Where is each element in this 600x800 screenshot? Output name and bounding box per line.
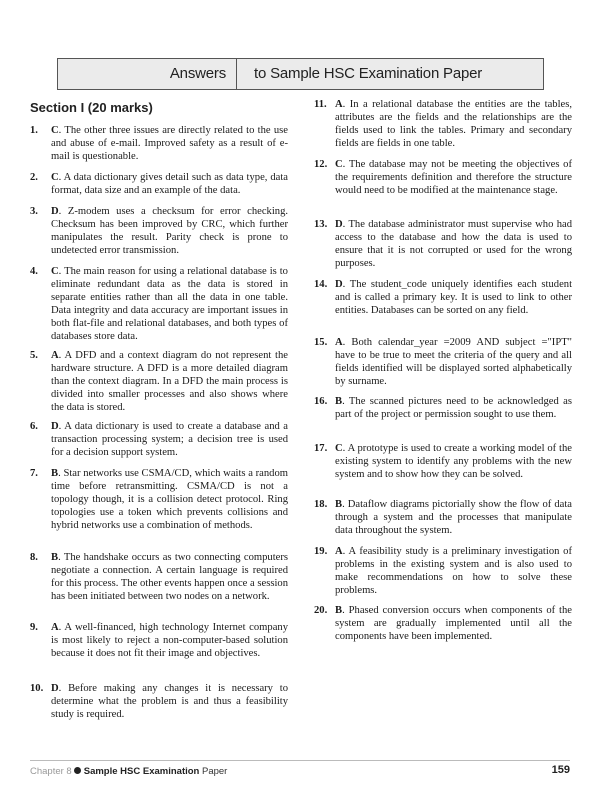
- answer-explanation: In a relational database the entities are the tables, attributes are the fields and the relationships are the fields used to link the tables. Primary and secondary fields are fields in one table.: [335, 99, 572, 150]
- question-number: 12.: [314, 159, 328, 170]
- question-number: 9.: [30, 622, 38, 633]
- answer-letter: A: [51, 350, 59, 361]
- answer-explanation: The main reason for using a relational database is to eliminate redundant data as the data is stored in separate entities rather than all the data in one table. Data integrity and data accuracy are important issues in both flat-file and relational databases, and both types of databases store data.: [51, 266, 288, 343]
- question-number: 2.: [30, 172, 38, 183]
- answer-letter: C: [335, 443, 343, 454]
- answer-explanation: The scanned pictures need to be acknowledged as part of the project or permission sought to use them.: [335, 396, 572, 421]
- question-item: 7. B. Star networks use CSMA/CD, which waits a random time before retransmitting. CSMA/CD is not a topology though, it is a collision detect protocol. Ring topologies use a token which prevents collisions and hybrid networks use a combination of methods.: [30, 468, 289, 532]
- answer-explanation: Star networks use CSMA/CD, which waits a random time before retransmitting. CSMA/CD is not a topology though, it is a collision detect protocol. Ring topologies use a token which prevents collisions and hybrid networks use a combination of methods.: [51, 468, 289, 532]
- question-number: 8.: [30, 552, 38, 563]
- question-number: 10.: [30, 683, 44, 694]
- footer-divider: [30, 760, 570, 761]
- question-number: 4.: [30, 266, 38, 277]
- answer-letter: A: [51, 622, 59, 633]
- question-item: 4. C. The main reason for using a relational database is to eliminate redundant data as the data is stored in separate entities rather than all the data in one table. Data integrity and data accuracy are important issues in both flat-file and relational databases, and both types of databases store data.: [30, 266, 288, 343]
- answer-letter: D: [335, 279, 343, 290]
- answer-explanation: Phased conversion occurs when components of the system are gradually implemented until all the components have been implemented.: [335, 605, 572, 643]
- answer-explanation: The database administrator must supervise who had access to the database and how the data is used to ensure that it is not corrupted or used for the wrong purposes.: [335, 219, 573, 270]
- question-item: 19. A. A feasibility study is a preliminary investigation of problems in the existing system and is also used to make recommendations on how to solve these problems.: [314, 546, 573, 597]
- question-item: 9. A. A well-financed, high technology Internet company is most likely to reject a non-computer-based solution because it does not fit their image and objectives.: [30, 622, 288, 660]
- answers-header: [57, 58, 544, 90]
- question-item: 1. C. The other three issues are directly related to the use and abuse of e-mail. Improved safety as a result of e-mail is questionable.: [30, 125, 288, 163]
- answer-explanation: A DFD and a context diagram do not represent the hardware structure. A DFD is a more detailed diagram than the context diagram. In a DFD the main process is divided into smaller processes and also shows where the data is stored.: [51, 350, 288, 414]
- question-number: 6.: [30, 421, 38, 432]
- question-number: 3.: [30, 206, 38, 217]
- answer-letter: D: [51, 683, 59, 694]
- question-number: 11.: [314, 99, 327, 110]
- answer-letter: B: [51, 468, 59, 479]
- header-divider: [236, 59, 237, 89]
- footer-running-title: [30, 766, 227, 777]
- question-item: 18. B. Dataflow diagrams pictorially show the flow of data through a system and the processes that manipulate data throughout the system.: [314, 499, 572, 537]
- question-number: 7.: [30, 468, 38, 479]
- answer-explanation: A well-financed, high technology Internet company is most likely to reject a non-computer-based solution because it does not fit their image and objectives.: [51, 622, 288, 660]
- question-item: 3. D. Z-modem uses a checksum for error checking. Checksum has been improved by CRC, which further manipulates the result. Parity check is prone to undetected error transmission.: [30, 206, 289, 257]
- answer-letter: B: [335, 605, 343, 616]
- answer-letter: D: [335, 219, 343, 230]
- answer-letter: C: [335, 159, 343, 170]
- question-item: 8. B. The handshake occurs as two connecting computers negotiate a connection. A certain language is required for this process. The other events happen once a session has been initiated between two nodes on a network.: [30, 552, 289, 603]
- question-number: 1.: [30, 125, 38, 136]
- question-item: 10. D. Before making any changes it is necessary to determine what the problem is and thus a feasibility study is required.: [30, 683, 288, 721]
- question-number: 17.: [314, 443, 328, 454]
- footer-title-bold: Sample HSC Examination: [83, 766, 200, 777]
- answer-explanation: A data dictionary gives detail such as data type, data format, data size and an example of the data.: [51, 172, 288, 197]
- question-item: 13. D. The database administrator must supervise who had access to the database and how the data is used to ensure that it is not corrupted or used for the wrong purposes.: [314, 219, 573, 270]
- answer-letter: A: [335, 99, 343, 110]
- footer-title-rest: Paper: [202, 766, 228, 777]
- question-item: 11. A. In a relational database the entities are the tables, attributes are the fields and the relationships are the fields used to link the tables. Primary and secondary fields are fields in one table.: [314, 99, 572, 150]
- answer-letter: A: [335, 337, 343, 348]
- page-number: 159: [551, 764, 570, 776]
- answer-explanation: Dataflow diagrams pictorially show the flow of data through a system and the processes that manipulate data throughout the system.: [335, 499, 572, 537]
- answer-explanation: A feasibility study is a preliminary investigation of problems in the existing system and is also used to make recommendations on how to solve these problems.: [335, 546, 573, 597]
- footer-chapter: Chapter 8: [30, 766, 72, 777]
- question-item: 6. D. A data dictionary is used to create a database and a transaction processing system; a decision tree is used for a decision support system.: [30, 421, 288, 459]
- question-item: 5. A. A DFD and a context diagram do not represent the hardware structure. A DFD is a more detailed diagram than the context diagram. In a DFD the main process is divided into smaller processes and also shows where the data is stored.: [30, 350, 288, 414]
- question-item: 12. C. The database may not be meeting the objectives of the requirements definition and therefore the structure would need to be modified at the maintenance stage.: [314, 159, 572, 197]
- question-number: 20.: [314, 605, 328, 616]
- answer-explanation: The student_code uniquely identifies each student and is called a primary key. It is used to link to other entities. Databases can be sorted on any field.: [335, 279, 573, 317]
- answers-label: Answers: [169, 65, 226, 82]
- answer-letter: D: [51, 421, 59, 432]
- answer-letter: B: [335, 499, 343, 510]
- question-number: 18.: [314, 499, 328, 510]
- answer-letter: C: [51, 125, 59, 136]
- answers-label-cell: [58, 59, 236, 89]
- answer-letter: C: [51, 172, 59, 183]
- answer-explanation: The database may not be meeting the objectives of the requirements definition and therefore the structure would need to be modified at the maintenance stage.: [335, 159, 572, 197]
- question-number: 15.: [314, 337, 328, 348]
- question-number: 13.: [314, 219, 328, 230]
- question-number: 14.: [314, 279, 328, 290]
- question-item: 14. D. The student_code uniquely identifies each student and is called a primary key. It is used to link to other entities. Databases can be sorted on any field.: [314, 279, 573, 317]
- answer-letter: C: [51, 266, 59, 277]
- question-item: 2. C. A data dictionary gives detail such as data type, data format, data size and an example of the data.: [30, 172, 288, 197]
- page-title: to Sample HSC Examination Paper: [254, 65, 483, 82]
- question-item: 20. B. Phased conversion occurs when components of the system are gradually implemented until all the components have been implemented.: [314, 605, 572, 643]
- question-number: 16.: [314, 396, 328, 407]
- answer-explanation: The other three issues are directly related to the use and abuse of e-mail. Improved safety as a result of e-mail is questionable.: [51, 125, 288, 163]
- answer-explanation: The handshake occurs as two connecting computers negotiate a connection. A certain language is required for this process. The other events happen once a session has been initiated between two nodes on a network.: [51, 552, 289, 603]
- answer-letter: D: [51, 206, 59, 217]
- answer-letter: B: [51, 552, 59, 563]
- answer-explanation: A prototype is used to create a working model of the existing system to identify any problems with the new system and to show how they can be solved.: [335, 443, 572, 481]
- question-number: 5.: [30, 350, 38, 361]
- answer-letter: A: [335, 546, 343, 557]
- question-number: 19.: [314, 546, 328, 557]
- answer-explanation: Both calendar_year =2009 AND subject ="IPT" have to be true to meet the criteria of the query and all fields identified will be displayed sorted alphabetically by surname.: [335, 337, 573, 388]
- bullet-icon: [74, 767, 81, 774]
- answer-explanation: A data dictionary is used to create a database and a transaction processing system; a decision tree is used for a decision support system.: [51, 421, 288, 459]
- answer-letter: B: [335, 396, 343, 407]
- answer-explanation: Before making any changes it is necessary to determine what the problem is and thus a feasibility study is required.: [51, 683, 288, 721]
- answer-explanation: Z-modem uses a checksum for error checking. Checksum has been improved by CRC, which further manipulates the result. Parity check is prone to undetected error transmission.: [51, 206, 289, 257]
- question-item: 15. A. Both calendar_year =2009 AND subject ="IPT" have to be true to meet the criteria of the query and all fields identified will be displayed sorted alphabetically by surname.: [314, 337, 573, 388]
- section-title: Section I (20 marks): [30, 100, 153, 115]
- question-item: 17. C. A prototype is used to create a working model of the existing system to identify any problems with the new system and to show how they can be solved.: [314, 443, 572, 481]
- question-item: 16. B. The scanned pictures need to be acknowledged as part of the project or permission sought to use them.: [314, 396, 572, 421]
